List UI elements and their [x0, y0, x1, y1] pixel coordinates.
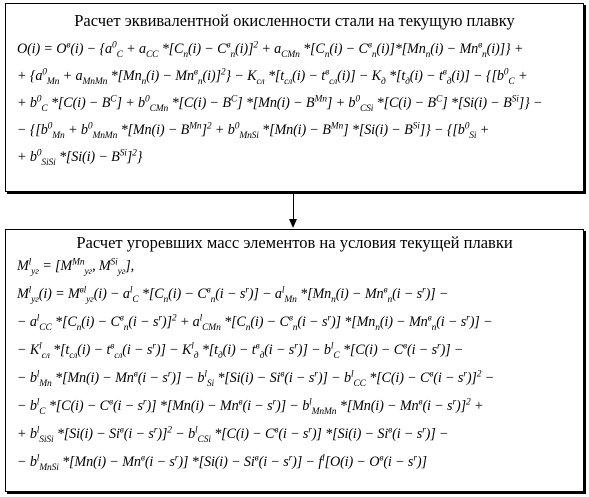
burnt-mass-formula-line-4: − $K^l_{сл}$ $*[t_{сл}(i) - t^в_{сл}(i - s^r)] - K^l_д$ $*[t_д(i) - t^в_д(i - s^r)] - b^l_C$ $*[C(i) - C^в(i - s^r)]$ −: [17, 341, 464, 361]
flow-arrow-head: [289, 219, 297, 228]
oxidation-box-title: Расчет эквивалентной окисленности стали на текущую плавку: [74, 11, 515, 30]
burnt-mass-box-title: Расчет угоревших масс элементов на условия текущей плавки: [76, 233, 513, 252]
burnt-mass-formula-line-6: − $b^l_C$ $*[C(i) - C^в(i - s^r)]$ $*[Mn(i) - Mn^в(i - s^r)] - b^l_{MnMn}$ $*[Mn(i) - Mn^в(i - s^r)]^2$ +: [17, 397, 484, 417]
oxidation-formula-line-3: + $b^0_C$ $*[C(i) - B^C] + b^0_{CMn}$ $*[C(i) - B^C]$ $*[Mn(i) - B^{Mn}] + b^0_{CSi}$ $*[C(i) - B^C]$ $*[Si(i) - B^{Si}]$} −: [17, 94, 543, 114]
burnt-mass-formula-line-5: − $b^l_{Mn}$ $*[Mn(i) - Mn^в(i - s^r)] - b^l_{Si}$ $*[Si(i) - Si^в(i - s^r)] - b^l_{CC}$ $*[C(i) - C^в(i - s^r)]^2$ −: [17, 369, 495, 389]
burnt-mass-formula-line-1: $M^l_{уг} = [M^{Mn}_{уг}$, $M^{Si}_{уг}$],: [17, 257, 135, 277]
oxidation-calculation-box: [5, 3, 584, 192]
oxidation-formula-line-1: $O(i) = O^в(i) - \{a^0_C + a_{CC}$ $*[C_n(i) - C^в_n(i)]^2 + a_{CMn}$ $*[C_n(i) - C^в_n(i)]*[Mn_n(i) - Mn^в_n(i)]$} +: [17, 40, 524, 60]
flow-arrow-line: [293, 192, 294, 221]
burnt-mass-formula-line-3: − $a^l_{CC}$ $*[C_n(i) - C^в_n(i - s^r)]^2 + a^l_{CMn}$ $*[C_n(i) - C^в_n(i - s^r)] *[Mn_n(i) - Mn^в_n(i - s^r)]$ −: [17, 313, 493, 333]
burnt-mass-formula-line-7: + $b^l_{SiSi}$ $*[Si(i) - Si^в(i - s^r)]^2 - b^l_{CSi}$ $*[C(i) - C^в(i - s^r)]$ $*[Si(i) - Si^в(i - s^r)]$ −: [17, 425, 449, 445]
oxidation-formula-line-4: − {[$b^0_{Mn} + b^0_{MnMn}$ $*[Mn(i) - B^{Mn}]^2 + b^0_{MnSi}$ $*[Mn(i) - B^{Mn}]$ $*[Si(i) - B^{Si}]\} - \{[b^0_{Si}$ +: [17, 121, 490, 141]
burnt-mass-formula-line-2: $M^l_{уг}(i) = M^{вl}_{уг}(i) - a^l_C$ $*[C_n(i) - C^в_n(i - s^r)] - a^l_{Mn}$ $*[Mn_n(i) - Mn^в_n(i - s^r)]$ −: [17, 285, 449, 305]
oxidation-formula-line-2: + {$a^0_{Mn} + a_{MnMn}$ $*[Mn_n(i) - Mn^в_n(i)]^2\} - K_{сл}$ $*[t_{сл}(i) - t^в_{сл}(i)] - K_д$ $*[t_д(i) - t^в_д(i)] - \{[b^0_C$ +: [17, 67, 528, 87]
burnt-mass-formula-line-8: − $b^l_{MnSi}$ $*[Mn(i) - Mn^в(i - s^r)]$ $*[Si(i) - Si^в(i - s^r)] - f^l[O(i) - O^в(i - s^r)]$: [17, 453, 427, 473]
oxidation-formula-line-5: + $b^0_{SiSi}$ $*[Si(i) - B^{Si}]^2$}: [17, 148, 143, 168]
burnt-mass-calculation-box: [5, 229, 584, 492]
